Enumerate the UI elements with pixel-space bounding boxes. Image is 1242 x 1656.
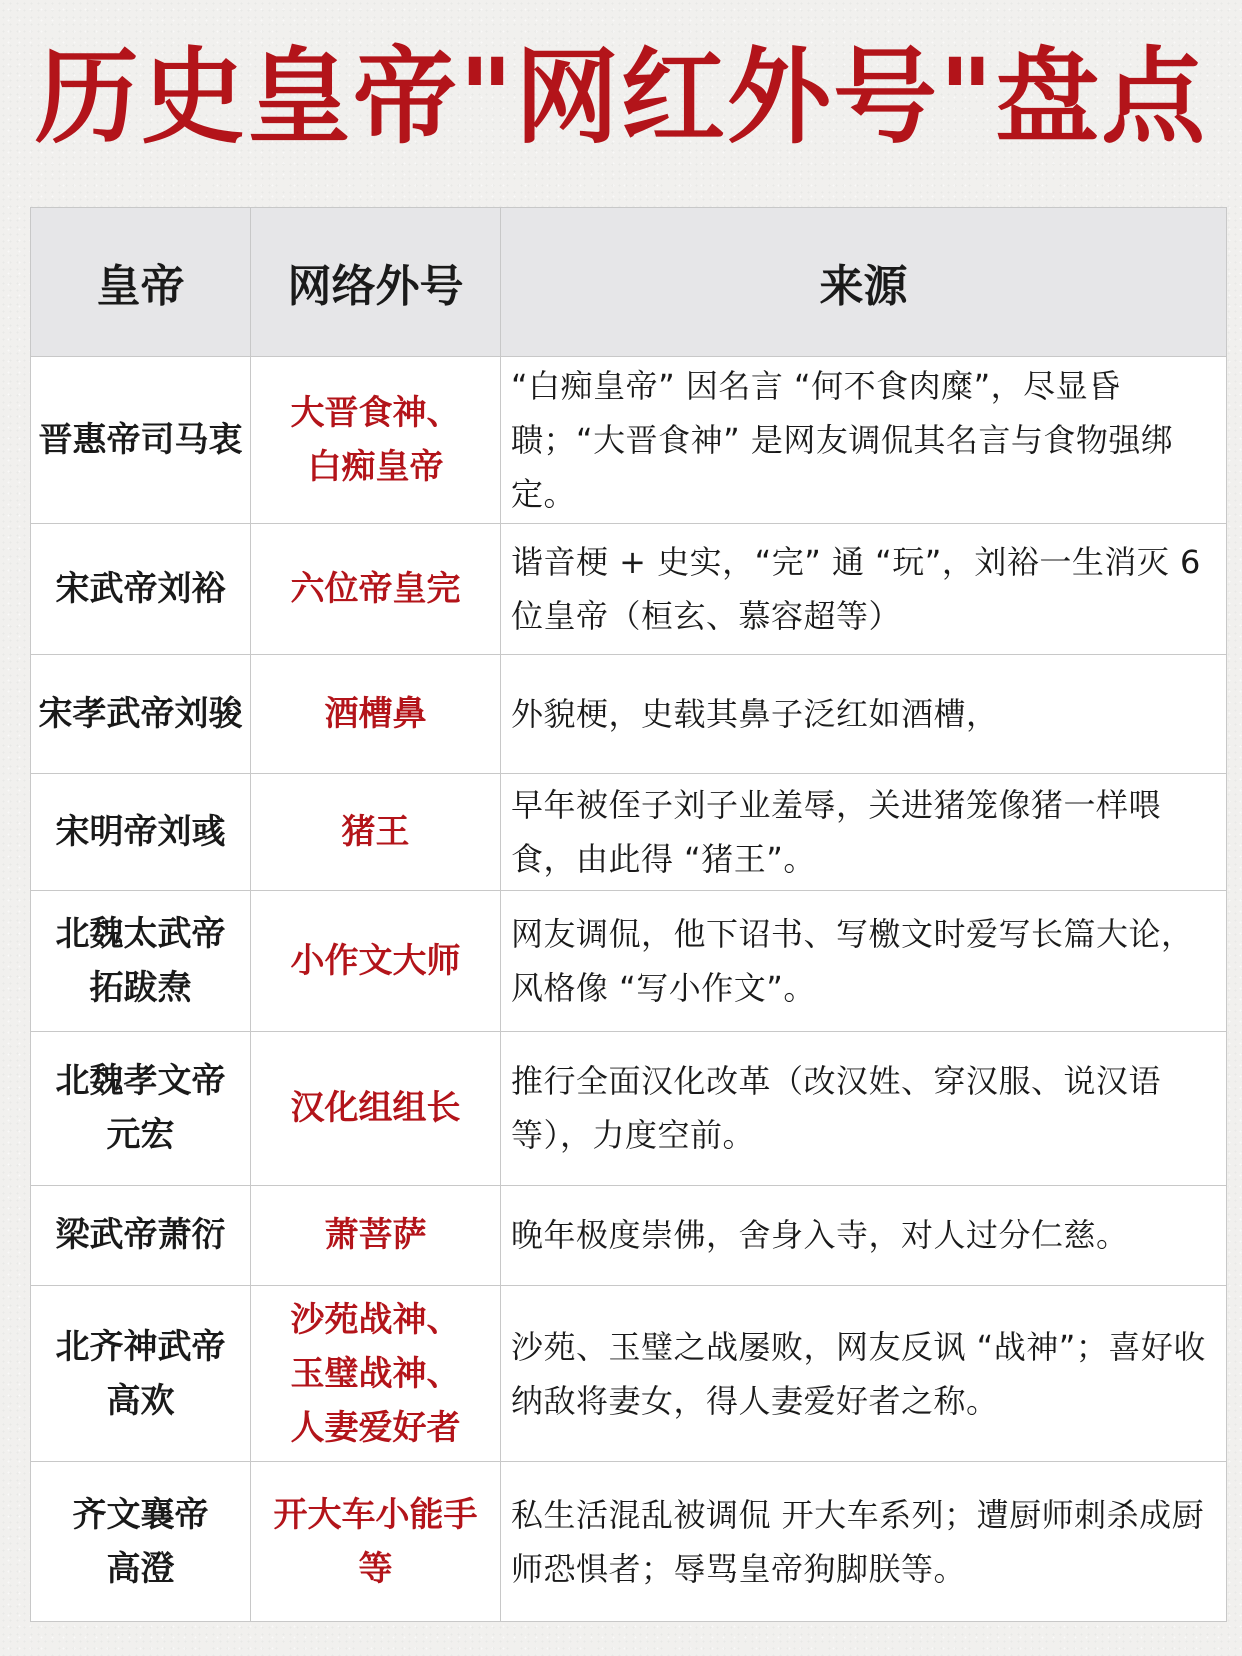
source-cell: “白痴皇帝” 因名言 “何不食肉糜”，尽显昏聩；“大晋食神” 是网友调侃其名言与食物强绑定。	[501, 357, 1227, 524]
source-cell: 私生活混乱被调侃 开大车系列；遭厨师刺杀成厨师恐惧者；辱骂皇帝狗脚朕等。	[501, 1462, 1227, 1622]
emperor-cell: 宋武帝刘裕	[31, 523, 251, 654]
nickname-cell: 萧菩萨	[251, 1185, 501, 1285]
emperor-cell: 宋孝武帝刘骏	[31, 655, 251, 774]
table-row	[31, 890, 1227, 1031]
source-cell: 推行全面汉化改革（改汉姓、穿汉服、说汉语等），力度空前。	[501, 1031, 1227, 1185]
source-cell: 外貌梗，史载其鼻子泛红如酒槽，	[501, 655, 1227, 774]
nickname-cell: 开大车小能手 等	[251, 1462, 501, 1622]
table-row	[31, 1285, 1227, 1461]
nickname-cell: 汉化组组长	[251, 1031, 501, 1185]
emperor-cell: 晋惠帝司马衷	[31, 357, 251, 524]
emperor-cell: 北魏太武帝 拓跋焘	[31, 890, 251, 1031]
nickname-table	[30, 207, 1227, 1622]
table-row	[31, 655, 1227, 774]
header-emperor: 皇帝	[31, 208, 251, 357]
table-row	[31, 1031, 1227, 1185]
source-cell: 晚年极度崇佛，舍身入寺，对人过分仁慈。	[501, 1185, 1227, 1285]
source-cell: 早年被侄子刘子业羞辱，关进猪笼像猪一样喂食，由此得 “猪王”。	[501, 773, 1227, 890]
table-row	[31, 523, 1227, 654]
emperor-cell: 梁武帝萧衍	[31, 1185, 251, 1285]
source-cell: 网友调侃，他下诏书、写檄文时爱写长篇大论，风格像 “写小作文”。	[501, 890, 1227, 1031]
nickname-cell: 小作文大师	[251, 890, 501, 1031]
nickname-cell: 大晋食神、 白痴皇帝	[251, 357, 501, 524]
emperor-cell: 北齐神武帝 高欢	[31, 1285, 251, 1461]
source-cell: 沙苑、玉璧之战屡败，网友反讽 “战神”；喜好收纳敌将妻女，得人妻爱好者之称。	[501, 1285, 1227, 1461]
table-header-row	[31, 208, 1227, 357]
emperor-cell: 北魏孝文帝 元宏	[31, 1031, 251, 1185]
emperor-cell: 齐文襄帝 高澄	[31, 1462, 251, 1622]
nickname-table-container	[30, 207, 1226, 1622]
table-row	[31, 1185, 1227, 1285]
nickname-cell: 猪王	[251, 773, 501, 890]
table-row	[31, 773, 1227, 890]
source-cell: 谐音梗 + 史实，“完” 通 “玩”，刘裕一生消灭 6 位皇帝（桓玄、慕容超等）	[501, 523, 1227, 654]
header-nickname: 网络外号	[251, 208, 501, 357]
table-row	[31, 357, 1227, 524]
emperor-cell: 宋明帝刘彧	[31, 773, 251, 890]
page-title: 历史皇帝"网红外号"盘点	[34, 36, 1208, 158]
nickname-cell: 沙苑战神、 玉璧战神、 人妻爱好者	[251, 1285, 501, 1461]
nickname-cell: 酒槽鼻	[251, 655, 501, 774]
nickname-cell: 六位帝皇完	[251, 523, 501, 654]
table-row	[31, 1462, 1227, 1622]
header-source: 来源	[501, 208, 1227, 357]
